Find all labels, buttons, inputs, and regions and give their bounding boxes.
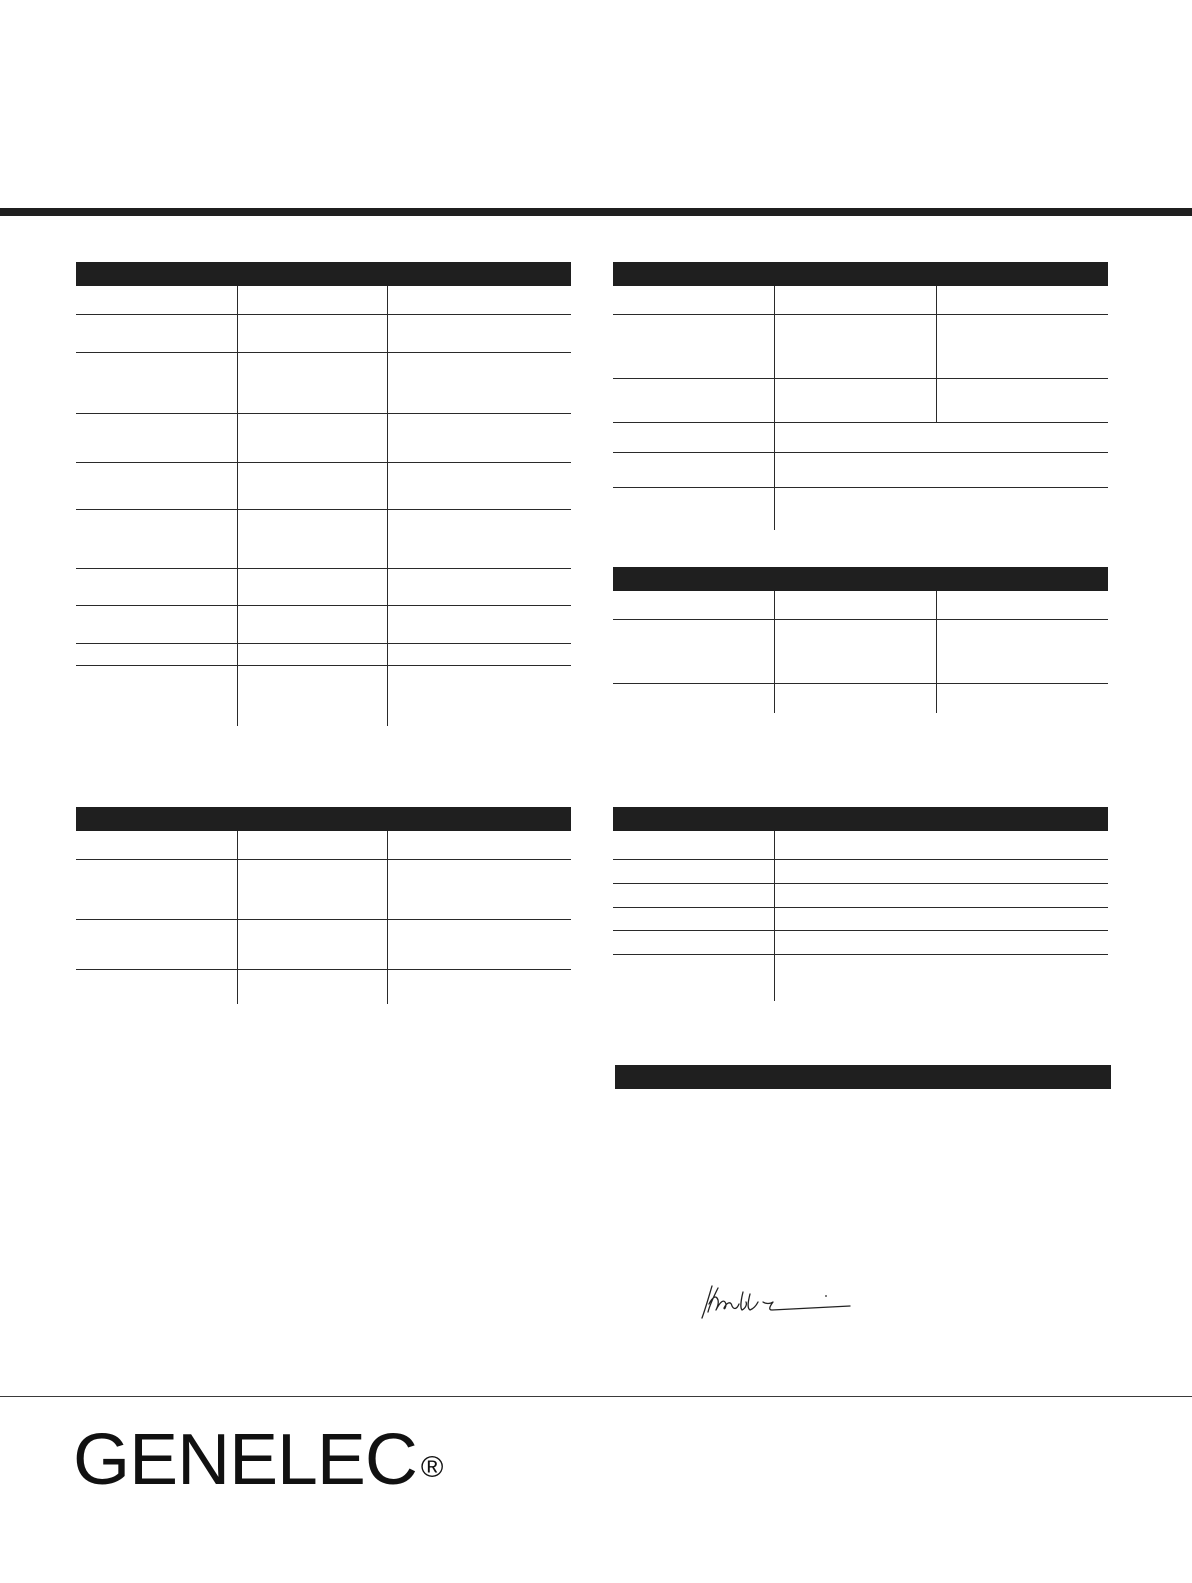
table-row-divider bbox=[613, 883, 1108, 884]
table-column-divider bbox=[387, 831, 388, 1004]
table-row-divider bbox=[613, 907, 1108, 908]
table-row-divider bbox=[76, 643, 571, 644]
table-row-divider bbox=[76, 919, 571, 920]
table-row-divider bbox=[76, 969, 571, 970]
table-row-divider bbox=[76, 509, 571, 510]
signature-image bbox=[700, 1282, 860, 1322]
logo-text: GENELEC bbox=[73, 1420, 417, 1500]
table-row-divider bbox=[76, 413, 571, 414]
genelec-logo bbox=[73, 1420, 442, 1500]
table-column-divider bbox=[936, 591, 937, 713]
spec-table-d bbox=[613, 567, 1108, 713]
table-row-divider bbox=[613, 378, 1108, 379]
table-row-divider bbox=[76, 859, 571, 860]
spec-table-b bbox=[76, 807, 571, 1004]
table-column-divider bbox=[237, 831, 238, 1004]
spec-table-a bbox=[76, 262, 571, 726]
table-row-divider bbox=[613, 683, 1108, 684]
table-row-divider bbox=[613, 619, 1108, 620]
table-column-divider bbox=[936, 286, 937, 422]
declaration-section bbox=[615, 1065, 1111, 1089]
table-column-divider bbox=[387, 286, 388, 726]
table-row-divider bbox=[613, 859, 1108, 860]
table-row-divider bbox=[76, 352, 571, 353]
table-column-divider bbox=[774, 286, 775, 530]
table-row-divider bbox=[76, 665, 571, 666]
table-column-divider bbox=[237, 286, 238, 726]
table-row-divider bbox=[76, 462, 571, 463]
table-row-divider bbox=[613, 452, 1108, 453]
spec-table-e bbox=[613, 807, 1108, 1001]
table-row-divider bbox=[76, 605, 571, 606]
table-row-divider bbox=[76, 314, 571, 315]
table-header-band bbox=[613, 807, 1108, 831]
top-rule bbox=[0, 208, 1192, 216]
footer-rule bbox=[0, 1396, 1192, 1397]
table-header-band bbox=[76, 262, 571, 286]
table-header-band bbox=[613, 567, 1108, 591]
table-row-divider bbox=[613, 314, 1108, 315]
section-header-band bbox=[615, 1065, 1111, 1089]
table-row-divider bbox=[613, 487, 1108, 488]
table-header-band bbox=[76, 807, 571, 831]
table-column-divider bbox=[774, 831, 775, 1001]
registered-mark: ® bbox=[420, 1451, 443, 1484]
table-row-divider bbox=[613, 930, 1108, 931]
table-column-divider bbox=[774, 591, 775, 713]
table-header-band bbox=[613, 262, 1108, 286]
table-row-divider bbox=[613, 422, 1108, 423]
table-row-divider bbox=[613, 954, 1108, 955]
table-row-divider bbox=[76, 568, 571, 569]
spec-table-c bbox=[613, 262, 1108, 530]
